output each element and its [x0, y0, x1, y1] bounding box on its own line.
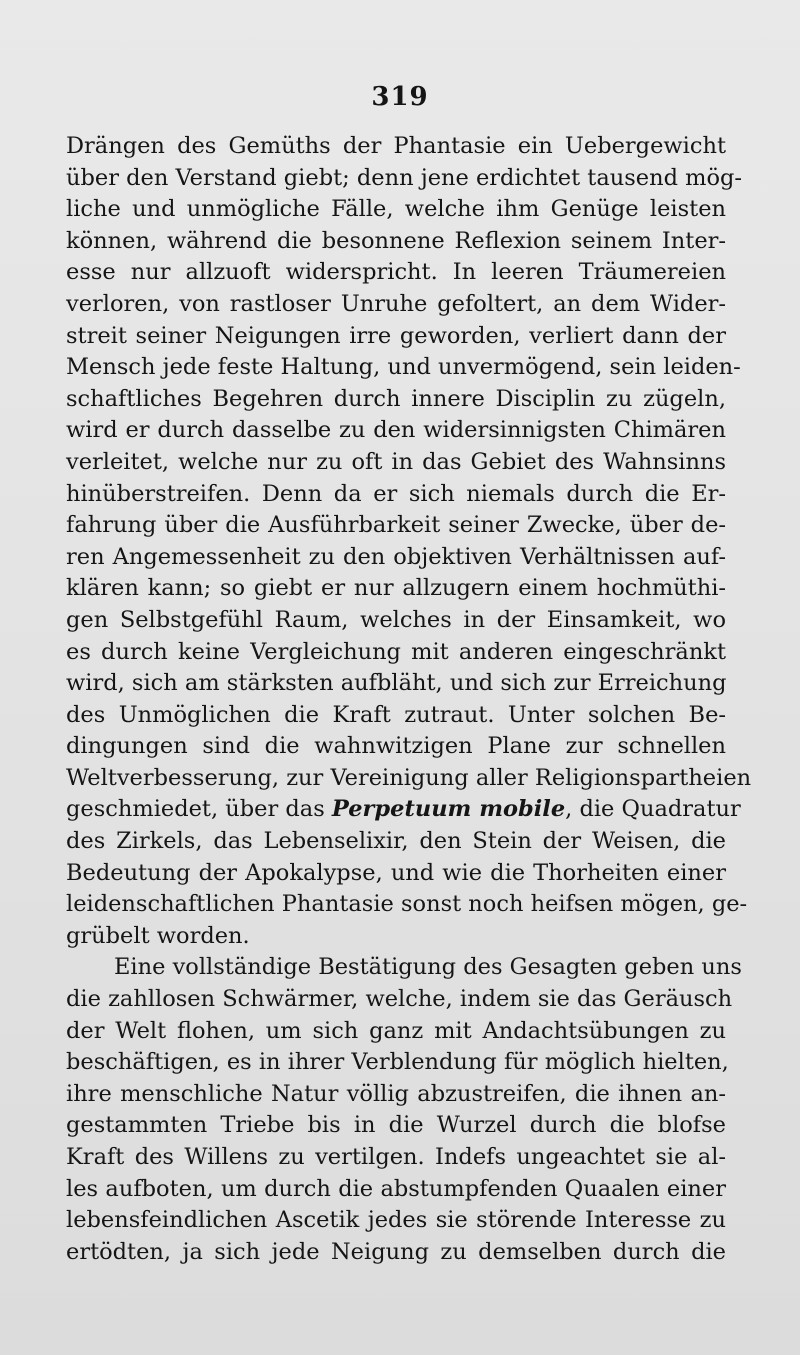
text-line: wird er durch dasselbe zu den widersinnigsten Chimären	[66, 417, 726, 444]
text-line: es durch keine Vergleichung mit anderen eingeschränkt	[66, 638, 726, 665]
text-segment: , die Quadratur	[565, 796, 741, 823]
page-number: 319	[371, 82, 429, 112]
text-line: Kraft des Willens zu vertilgen. Indefs ungeachtet sie al-	[66, 1144, 726, 1170]
text-line: des Unmöglichen die Kraft zutraut. Unter solchen Be-	[66, 701, 726, 728]
text-line: esse nur allzuoft widerspricht. In leeren Träumereien	[66, 259, 726, 286]
text-line: leidenschaftlichen Phantasie sonst noch heifsen mögen, ge-	[66, 891, 748, 918]
text-line: gestammten Triebe bis in die Wurzel durch die blofse	[66, 1112, 726, 1139]
text-line: les aufboten, um durch die abstumpfenden Quaalen einer	[66, 1175, 726, 1202]
text-line: ihre menschliche Natur völlig abzustreifen, die ihnen an-	[66, 1080, 726, 1107]
text-line: können, während die besonnene Reflexion seinem Inter-	[66, 227, 726, 254]
text-line: Mensch jede feste Haltung, und unvermögend, sein leiden-	[66, 354, 741, 381]
text-line: klären kann; so giebt er nur allzugern einem hochmüthi-	[66, 575, 726, 602]
text-line: hinüberstreifen. Denn da er sich niemals durch die Er-	[66, 480, 726, 507]
text-line: der Welt flohen, um sich ganz mit Andachtsübungen zu	[66, 1017, 726, 1044]
body-text	[66, 131, 752, 1268]
text-line: fahrung über die Ausführbarkeit seiner Zwecke, über de-	[66, 512, 726, 539]
text-line: ertödten, ja sich jede Neigung zu demselben durch die	[66, 1238, 726, 1265]
text-line: Drängen des Gemüths der Phantasie ein Uebergewicht	[66, 133, 726, 159]
text-line: Weltverbesserung, zur Vereinigung aller Religionspartheien	[66, 764, 752, 791]
text-line: beschäftigen, es in ihrer Verblendung für möglich hielten,	[66, 1049, 729, 1076]
text-line: lebensfeindlichen Ascetik jedes sie störende Interesse zu	[66, 1207, 726, 1234]
text-line: wird, sich am stärksten aufbläht, und sich zur Erreichung	[66, 670, 727, 697]
text-line: gen Selbstgefühl Raum, welches in der Einsamkeit, wo	[66, 606, 726, 633]
text-line: über den Verstand giebt; denn jene erdichtet tausend mög-	[66, 164, 743, 191]
text-line: die zahllosen Schwärmer, welche, indem sie das Geräusch	[66, 986, 733, 1013]
text-line-with-italic	[66, 794, 741, 826]
text-line: schaftliches Begehren durch innere Disciplin zu zügeln,	[66, 385, 726, 412]
text-line: ren Angemessenheit zu den objektiven Verhältnissen auf-	[66, 543, 726, 570]
text-line: dingungen sind die wahnwitzigen Plane zur schnellen	[66, 733, 726, 760]
paragraph-end-line: grübelt worden.	[66, 922, 250, 949]
text-line: verloren, von rastloser Unruhe gefoltert, an dem Wider-	[66, 290, 726, 317]
text-line: verleitet, welche nur zu oft in das Gebiet des Wahnsinns	[66, 448, 726, 475]
text-line: des Zirkels, das Lebenselixir, den Stein der Weisen, die	[66, 828, 726, 855]
text-line: streit seiner Neigungen irre geworden, verliert dann der	[66, 322, 726, 349]
paragraph-first-line: Eine vollständige Bestätigung des Gesagten geben uns	[114, 954, 742, 981]
text-segment: geschmiedet, über das	[66, 796, 332, 823]
italic-term: Perpetuum mobile	[331, 796, 566, 823]
text-line: Bedeutung der Apokalypse, und wie die Thorheiten einer	[66, 859, 726, 886]
text-line: liche und unmögliche Fälle, welche ihm Genüge leisten	[66, 196, 726, 223]
